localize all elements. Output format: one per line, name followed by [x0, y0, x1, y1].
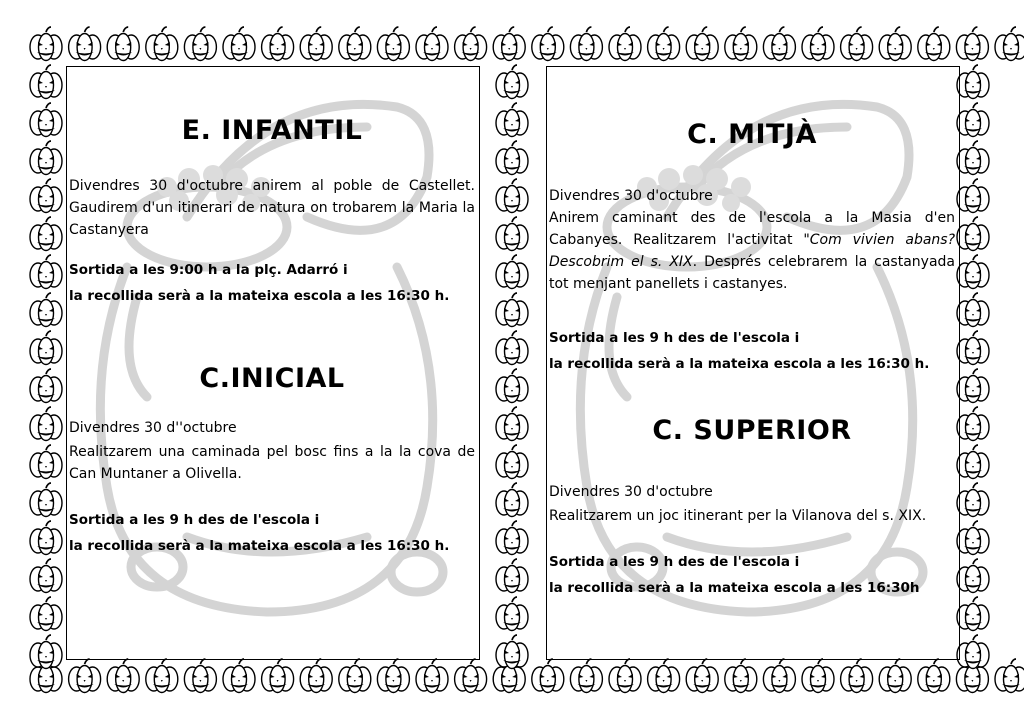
jack-o-lantern-icon [609, 27, 641, 61]
jack-o-lantern-icon [918, 27, 950, 61]
title-infantil: E. INFANTIL [181, 115, 363, 146]
text-mitja-before: Anirem caminant des de l'escola a la Masia d'en Cabanyes. Realitzarem l'activitat [549, 210, 955, 248]
jack-o-lantern-icon [69, 27, 101, 61]
jack-o-lantern-icon [496, 559, 528, 593]
jack-o-lantern-icon [496, 103, 528, 137]
jack-o-lantern-icon [455, 659, 487, 693]
jack-o-lantern-icon [30, 255, 62, 289]
jack-o-lantern-icon [496, 217, 528, 251]
jack-o-lantern-icon [957, 407, 989, 441]
jack-o-lantern-icon [496, 597, 528, 631]
jack-o-lantern-icon [30, 407, 62, 441]
jack-o-lantern-icon [496, 635, 528, 669]
jack-o-lantern-icon [841, 27, 873, 61]
date-inicial: Divendres 30 d''octubre [69, 420, 237, 436]
jack-o-lantern-icon [648, 659, 680, 693]
jack-o-lantern-icon [532, 27, 564, 61]
text-infantil: Divendres 30 d'octubre anirem al poble de Castellet. Gaudirem d'un itinerari de natura on trobarem la Maria la Castanyera [69, 178, 475, 238]
jack-o-lantern-icon [30, 521, 62, 555]
jack-o-lantern-icon [918, 659, 950, 693]
jack-o-lantern-icon [957, 255, 989, 289]
pickup-mitja: la recollida serà a la mateixa escola a les 16:30 h. [549, 356, 930, 372]
departure-inicial: Sortida a les 9 h des de l'escola i [69, 512, 320, 528]
jack-o-lantern-icon [146, 659, 178, 693]
date-mitja: Divendres 30 d'octubre [549, 188, 713, 204]
text-mitja [549, 207, 955, 295]
jack-o-lantern-icon [107, 27, 139, 61]
jack-o-lantern-icon [957, 217, 989, 251]
jack-o-lantern-icon [957, 331, 989, 365]
jack-o-lantern-icon [377, 659, 409, 693]
jack-o-lantern-icon [841, 659, 873, 693]
jack-o-lantern-icon [957, 65, 989, 99]
title-superior: C. SUPERIOR [652, 415, 852, 446]
jack-o-lantern-icon [496, 483, 528, 517]
jack-o-lantern-icon [496, 65, 528, 99]
right-panel [546, 66, 960, 660]
jack-o-lantern-icon [957, 635, 989, 669]
jack-o-lantern-icon [995, 659, 1024, 693]
jack-o-lantern-icon [30, 65, 62, 99]
jack-o-lantern-icon [262, 659, 294, 693]
jack-o-lantern-icon [30, 483, 62, 517]
jack-o-lantern-icon [802, 27, 834, 61]
jack-o-lantern-icon [30, 293, 62, 327]
jack-o-lantern-icon [763, 27, 795, 61]
title-inicial: C.INICIAL [199, 363, 345, 394]
schedule-inicial [69, 507, 475, 559]
jack-o-lantern-icon [146, 27, 178, 61]
jack-o-lantern-icon [957, 369, 989, 403]
jack-o-lantern-icon [496, 255, 528, 289]
jack-o-lantern-icon [725, 659, 757, 693]
departure-superior: Sortida a les 9 h des de l'escola i [549, 554, 800, 570]
jack-o-lantern-icon [648, 27, 680, 61]
jack-o-lantern-icon [223, 659, 255, 693]
jack-o-lantern-icon [686, 659, 718, 693]
jack-o-lantern-icon [30, 635, 62, 669]
departure-infantil: Sortida a les 9:00 h a la plç. Adarró i [69, 262, 348, 278]
left-panel [66, 66, 480, 660]
jack-o-lantern-icon [184, 27, 216, 61]
text-inicial: Realitzarem una caminada pel bosc fins a la la cova de Can Muntaner a Olivella. [69, 444, 475, 482]
jack-o-lantern-icon [30, 331, 62, 365]
jack-o-lantern-icon [30, 445, 62, 479]
jack-o-lantern-icon [763, 659, 795, 693]
jack-o-lantern-icon [496, 407, 528, 441]
text-superior: Realitzarem un joc itinerant per la Vilanova del s. XIX. [549, 508, 927, 524]
jack-o-lantern-icon [570, 659, 602, 693]
jack-o-lantern-icon [957, 483, 989, 517]
jack-o-lantern-icon [957, 445, 989, 479]
pickup-inicial: la recollida serà a la mateixa escola a les 16:30 h. [69, 538, 450, 554]
jack-o-lantern-icon [957, 597, 989, 631]
jack-o-lantern-icon [377, 27, 409, 61]
jack-o-lantern-icon [107, 659, 139, 693]
jack-o-lantern-icon [30, 217, 62, 251]
date-superior: Divendres 30 d'octubre [549, 484, 713, 500]
jack-o-lantern-icon [30, 597, 62, 631]
jack-o-lantern-icon [496, 331, 528, 365]
jack-o-lantern-icon [957, 141, 989, 175]
jack-o-lantern-icon [496, 293, 528, 327]
jack-o-lantern-icon [957, 559, 989, 593]
jack-o-lantern-icon [455, 27, 487, 61]
pickup-superior: la recollida serà a la mateixa escola a les 16:30h [549, 580, 920, 596]
jack-o-lantern-icon [570, 27, 602, 61]
jack-o-lantern-icon [957, 521, 989, 555]
jack-o-lantern-icon [496, 445, 528, 479]
jack-o-lantern-icon [957, 293, 989, 327]
jack-o-lantern-icon [416, 27, 448, 61]
jack-o-lantern-icon [30, 27, 62, 61]
jack-o-lantern-icon [262, 27, 294, 61]
jack-o-lantern-icon [995, 27, 1024, 61]
jack-o-lantern-icon [496, 369, 528, 403]
jack-o-lantern-icon [957, 103, 989, 137]
jack-o-lantern-icon [686, 27, 718, 61]
jack-o-lantern-icon [300, 27, 332, 61]
jack-o-lantern-icon [609, 659, 641, 693]
jack-o-lantern-icon [879, 659, 911, 693]
jack-o-lantern-icon [300, 659, 332, 693]
jack-o-lantern-icon [496, 521, 528, 555]
schedule-superior [549, 549, 955, 601]
jack-o-lantern-icon [69, 659, 101, 693]
pickup-infantil: la recollida serà a la mateixa escola a les 16:30 h. [69, 288, 450, 304]
title-mitja: C. MITJÀ [687, 119, 817, 150]
jack-o-lantern-icon [416, 659, 448, 693]
jack-o-lantern-icon [30, 369, 62, 403]
jack-o-lantern-icon [493, 27, 525, 61]
jack-o-lantern-icon [725, 27, 757, 61]
jack-o-lantern-icon [532, 659, 564, 693]
schedule-mitja [549, 325, 955, 377]
jack-o-lantern-icon [30, 179, 62, 213]
departure-mitja: Sortida a les 9 h des de l'escola i [549, 330, 800, 346]
jack-o-lantern-icon [339, 659, 371, 693]
text-mitja-after: . Després celebrarem la castanyada tot menjant panellets i castanyes. [549, 254, 956, 292]
jack-o-lantern-icon [30, 559, 62, 593]
jack-o-lantern-icon [956, 27, 988, 61]
jack-o-lantern-icon [879, 27, 911, 61]
jack-o-lantern-icon [184, 659, 216, 693]
jack-o-lantern-icon [339, 27, 371, 61]
text-mitja-italic: "Com vivien abans? Descobrim el s. XIX [549, 232, 956, 270]
jack-o-lantern-icon [30, 103, 62, 137]
jack-o-lantern-icon [957, 179, 989, 213]
jack-o-lantern-icon [496, 141, 528, 175]
jack-o-lantern-icon [223, 27, 255, 61]
jack-o-lantern-icon [802, 659, 834, 693]
jack-o-lantern-icon [30, 141, 62, 175]
schedule-infantil [69, 257, 475, 309]
jack-o-lantern-icon [496, 179, 528, 213]
